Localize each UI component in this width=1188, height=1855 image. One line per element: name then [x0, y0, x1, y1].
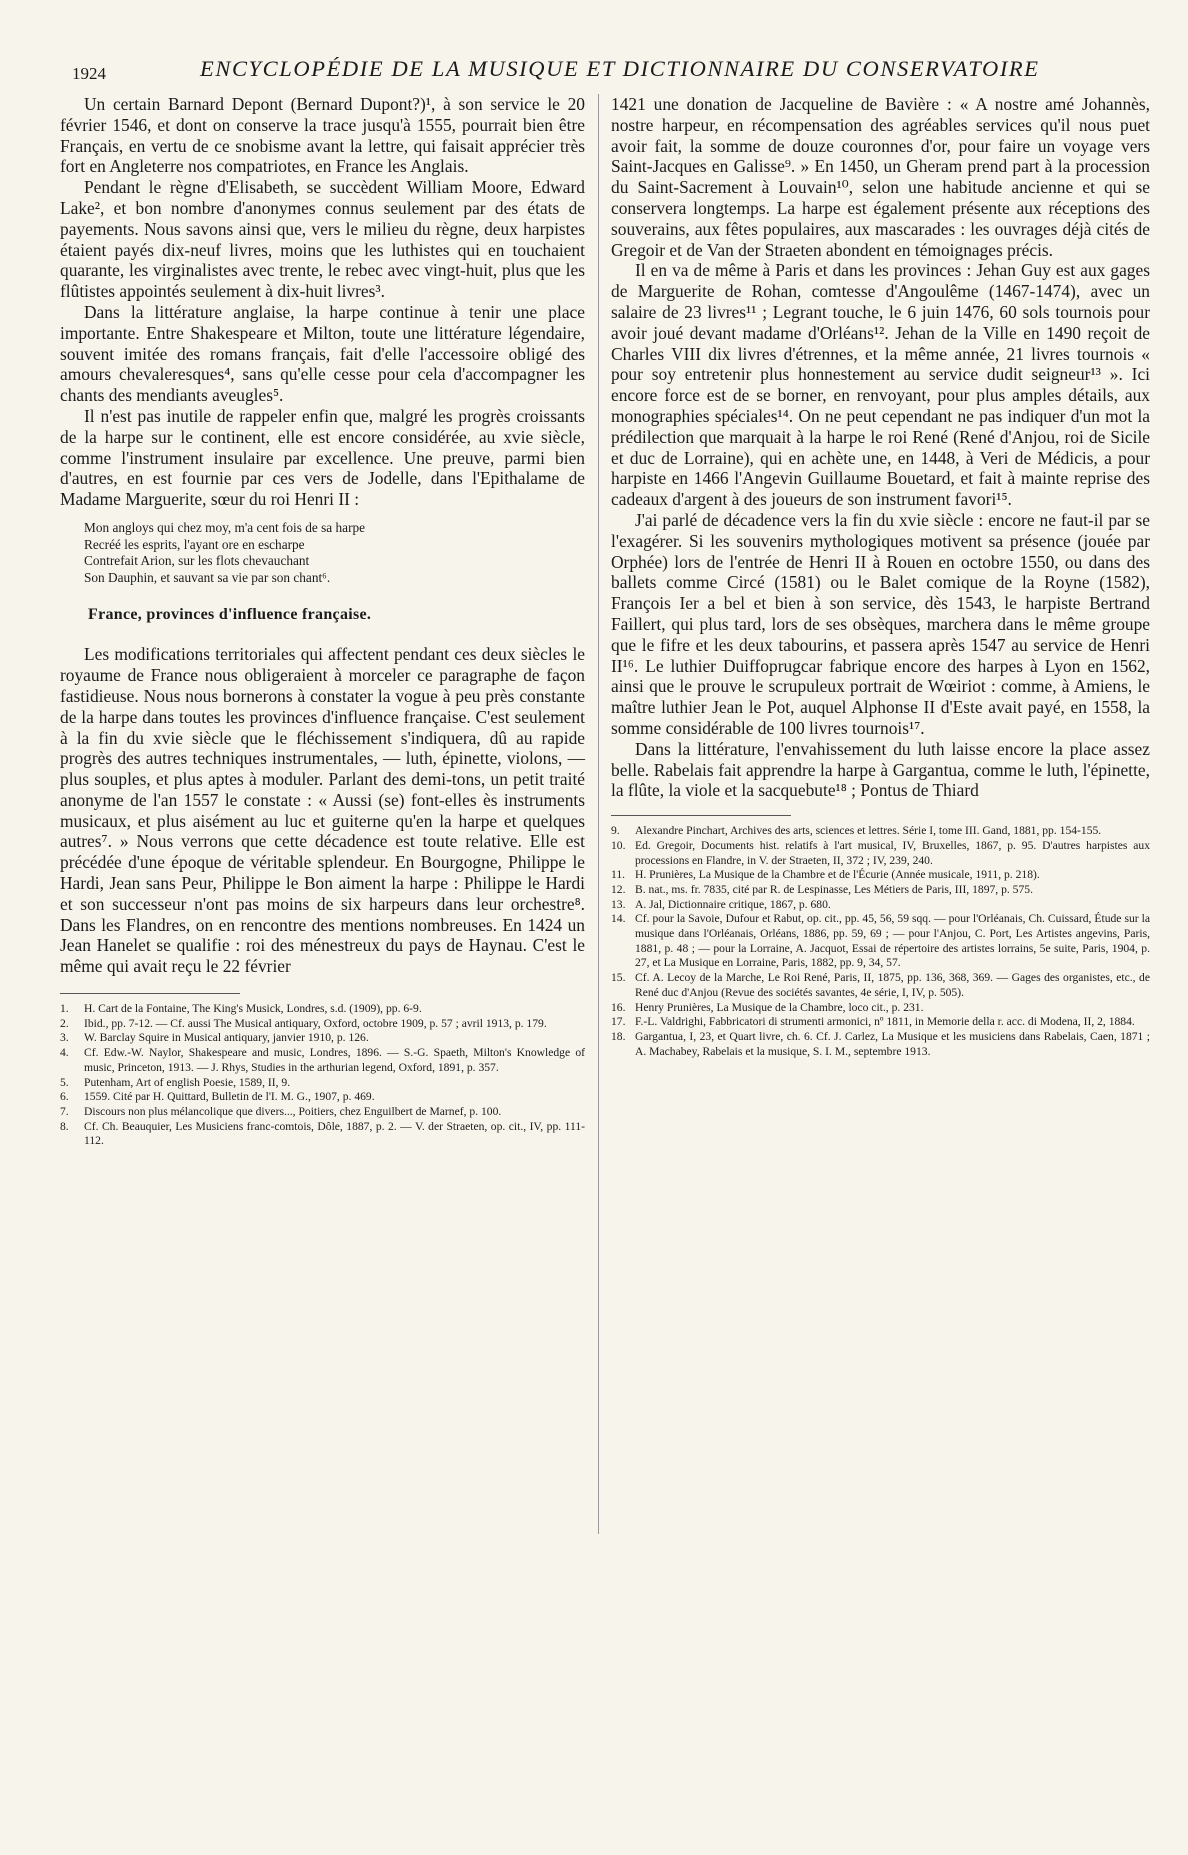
footnote-text: Henry Prunières, La Musique de la Chambre, loco cit., p. 231. [635, 1000, 924, 1014]
footnote-number: 11. [611, 868, 626, 882]
paragraph: 1421 une donation de Jacqueline de Bavière : « A nostre amé Johannès, nostre harpeur, en récompensation des agréables services qu'il nous puet avoir fait, la somme de douze couronnes d'or, pour faire un voyage vers Saint-Jacques en Galisse⁹. » En 1450, un Gheram prend part à la procession du Saint-Sacrement à Louvain¹⁰, selon une habitude ancienne et qui se conservera longtemps. La harpe est également présente aux réceptions des souverains, aux fêtes populaires, aux mascarades : les ouvrages déjà cités de Gregoir et de Van der Straeten abondent en témoignages précis. [611, 94, 1150, 260]
paragraph: Il n'est pas inutile de rappeler enfin que, malgré les progrès croissants de la harpe sur le continent, elle est encore considérée, au xvie siècle, comme l'instrument insulaire par excellence. Une preuve, parmi bien d'autres, en est fournie par ces vers de Jodelle, dans l'Epithalame de Madame Marguerite, sœur du roi Henri II : [60, 405, 585, 510]
paragraph: Un certain Barnard Depont (Bernard Dupont?)¹, à son service le 20 février 1546, et dont on conserve la trace jusqu'à 1555, pourrait bien être Français, en vertu de ce snobisme avant la lettre, qui faisait apprécier très fort en Angleterre nos compatriotes, en France les Anglais. [60, 94, 585, 177]
footnote [611, 1030, 1150, 1059]
footnote [611, 883, 1150, 898]
footnote-rule [611, 815, 791, 816]
footnote-number: 9. [611, 824, 620, 838]
footnote-number: 5. [60, 1075, 69, 1089]
paragraph: Pendant le règne d'Elisabeth, se succèdent William Moore, Edward Lake², et bon nombre d'anonymes connus seulement par des états de payements. Nous savons ainsi que, vers le milieu du règne, deux harpistes étaient payés dix-neuf livres, moins que les luthistes qui en touchaient quarante, les virginalistes avec trente, le rebec avec vingt-huit, plus que les flûtistes appointés seulement à dix-huit livres³. [60, 177, 585, 302]
verse-quote [84, 520, 585, 586]
footnote [60, 1120, 585, 1149]
footnote [60, 1105, 585, 1120]
footnote [611, 971, 1150, 1000]
footnote [611, 824, 1150, 839]
footnote [60, 1031, 585, 1046]
footnote-text: A. Jal, Dictionnaire critique, 1867, p. 680. [635, 897, 831, 911]
footnote-number: 16. [611, 1000, 626, 1014]
document-page [60, 48, 1150, 1838]
running-head: ENCYCLOPÉDIE DE LA MUSIQUE ET DICTIONNAIRE DU CONSERVATOIRE [200, 56, 1040, 81]
footnote-text: Cf. A. Lecoy de la Marche, Le Roi René, Paris, II, 1875, pp. 136, 368, 369. — Gages des organistes, etc., de René duc d'Anjou (Revue des sociétés savantes, 4e série, I, IV, p. 505). [635, 971, 1150, 999]
footnote-text: H. Prunières, La Musique de la Chambre et de l'Écurie (Année musicale, 1911, p. 218). [635, 868, 1040, 882]
paragraph: Dans la littérature anglaise, la harpe continue à tenir une place importante. Entre Shakespeare et Milton, toute une littérature légendaire, souvent imitée des romans français, fait d'elle l'accessoire obligé des amours chevaleresques⁴, sans qu'elle cesse pour cela d'accompagner les chants des mendiants aveugles⁵. [60, 301, 585, 406]
footnote-number: 2. [60, 1016, 69, 1030]
verse-line: Son Dauphin, et sauvant sa vie par son chant⁶. [84, 569, 331, 585]
footnote-text: B. nat., ms. fr. 7835, cité par R. de Lespinasse, Les Métiers de Paris, III, 1897, p. 575. [635, 882, 1033, 896]
footnote-text: Ed. Gregoir, Documents hist. relatifs à l'art musical, IV, Bruxelles, 1867, p. 95. D'autres harpistes aux processions en Flandre, in V. der Straeten, II, 372 ; IV, 239, 240. [635, 838, 1150, 867]
footnote-text: F.-L. Valdrighi, Fabbricatori di strumenti armonici, nº 1811, in Memorie della r. acc. di Modena, II, 2, 1884. [635, 1015, 1135, 1029]
footnote-text: Alexandre Pinchart, Archives des arts, sciences et lettres. Série I, tome III. Gand, 1881, pp. 154-155. [635, 824, 1102, 838]
right-column [611, 94, 1150, 1838]
paragraph: J'ai parlé de décadence vers la fin du xvie siècle : encore ne faut-il par se l'exagérer. Si les souvenirs mythologiques motivent sa présence (jouée par Orphée) lors de l'entrée de Henri II à Rouen en octobre 1550, ou dans des ballets comme Circé (1581) ou le Balet comique de la Royne (1582), François Ier a bel et bien à son service, dès 1543, le harpiste Bertrand Faillert, qui plus tard, lors de ses obsèques, marchera dans le même groupe que le fifre et les deux tabourins, et passera après 1547 au service de Henri II¹⁶. Le luthier Duiffoprugcar fabrique encore des harpes à Lyon en 1562, ainsi que le prouve le scrupuleux portrait de Wœiriot : comme, à Amiens, le maître luthier Jean le Pot, auquel Alphonse II d'Este avait payé, en 1558, la somme considérable de 100 livres tournois¹⁷. [611, 509, 1150, 738]
footnote-number: 8. [60, 1119, 69, 1133]
footnote [611, 912, 1150, 971]
verse-line: Recréé les esprits, l'ayant ore en escharpe [84, 536, 305, 552]
paragraph: Dans la littérature, l'envahissement du luth laisse encore la place assez belle. Rabelais fait apprendre la harpe à Gargantua, comme le luth, l'épinette, la flûte, la viole et la sacquebute¹⁸ ; Pontus de Thiard [611, 738, 1150, 801]
footnote-number: 10. [611, 838, 626, 852]
footnote-text: W. Barclay Squire in Musical antiquary, janvier 1910, p. 126. [84, 1031, 369, 1045]
column-divider [598, 94, 599, 1534]
footnote-number: 14. [611, 912, 626, 926]
footnote-text: Cf. Edw.-W. Naylor, Shakespeare and music, Londres, 1896. — S.-G. Spaeth, Milton's Knowledge of music, Princeton, 1913. — J. Rhys, Studies in the arthurian legend, Oxford, 1891, p. 357. [84, 1046, 585, 1074]
paragraph: Les modifications territoriales qui affectent pendant ces deux siècles le royaume de France nous obligeraient à morceler ce paragraphe de façon fastidieuse. Nous nous bornerons à constater la vogue à peu près constante de la harpe dans toutes les provinces d'influence française. C'est seulement à la fin du xvie siècle que le fléchissement s'indiquera, dû au rapide progrès des autres techniques instrumentales, — luth, épinette, violons, — plus souples, et plus aptes à moduler. Parlant des demi-tons, un petit traité anonyme de l'an 1557 le constate : « Aussi (se) font-elles ès instruments musicaux, et plus aisément au luc et guiterne qu'en la harpe et quelques autres⁷. » Nous verrons que cette décadence est toute relative. Elle est précédée d'une époque de véritable splendeur. En Bourgogne, Philippe le Hardi, Jean sans Peur, Philippe le Bon aiment la harpe : Philippe le Hardi et son successeur n'ont pas moins de six harpeurs dans leur orchestre⁸. Dans les Flandres, on en rencontre des mentions nombreuses. En 1424 un Jean Hanelet se qualifie : roi des ménestreux du pays de Haynau. C'est le même qui avait reçu le 22 février [60, 644, 585, 977]
footnote [60, 1090, 585, 1105]
footnote-text: Cf. Ch. Beauquier, Les Musiciens franc-comtois, Dôle, 1887, p. 2. — V. der Straeten, op. cit., IV, pp. 111-112. [84, 1119, 585, 1148]
footnote-number: 4. [60, 1046, 69, 1060]
footnote-text: Putenham, Art of english Poesie, 1589, II, 9. [84, 1075, 291, 1089]
footnote [611, 868, 1150, 883]
footnote-text: H. Cart de la Fontaine, The King's Musick, Londres, s.d. (1909), pp. 6-9. [84, 1002, 422, 1016]
footnote-number: 6. [60, 1090, 69, 1104]
page-number: 1924 [72, 64, 106, 83]
footnote-number: 12. [611, 882, 626, 896]
paragraph: Il en va de même à Paris et dans les provinces : Jehan Guy est aux gages de Marguerite de Rohan, comtesse d'Angoulême (1467-1474), avec un salaire de 23 livres¹¹ ; Legrant touche, le 6 juin 1476, 60 sols tournois pour avoir joué devant madame d'Orléans¹². Jehan de la Ville en 1490 reçoit de Charles VIII dix livres d'étrennes, et la même année, 21 livres tournois « pour soy entretenir plus honnestement au service dudit seigneur¹³ ». Ici encore force est de se borner, en renvoyant, pour plus amples détails, aux monographies spéciales¹⁴. On ne peut cependant ne pas indiquer d'un mot la prédilection que marquait à la harpe le roi René (René d'Anjou, roi de Sicile et duc de Lorraine), qui en achète une, en 1448, à Veri de Médicis, a pour harpiste en 1466 l'Angevin Guillaume Bouetard, et fait à mainte reprise des cadeaux d'argent à des joueurs de son instrument favori¹⁵. [611, 260, 1150, 510]
left-column [60, 94, 585, 1838]
footnotes-right [611, 824, 1150, 1059]
footnote [611, 1001, 1150, 1016]
page-header [60, 48, 1150, 84]
footnote [60, 1046, 585, 1075]
footnote-text: Cf. pour la Savoie, Dufour et Rabut, op. cit., pp. 45, 56, 59 sqq. — pour l'Orléanais, Ch. Cuissard, Étude sur la musique dans l'Orléanais, Orléans, 1886, pp. 59, 69 ; — pour l'Anjou, C. Port, Les Artistes angevins, Paris, 1881, p. 48 ; — pour la Lorraine, A. Jacquot, Essai de répertoire des artistes lorrains, 5e suite, Paris, 1904, p. 27, et La Musique en Lorraine, Paris, 1882, pp. 9, 34, 57. [635, 912, 1150, 970]
footnote-text: Gargantua, I, 23, et Quart livre, ch. 6. Cf. J. Carlez, La Musique et les musiciens dans Rabelais, Caen, 1871 ; A. Machabey, Rabelais et la musique, S. I. M., septembre 1913. [635, 1029, 1150, 1058]
verse-line: Contrefait Arion, sur les flots chevauchant [84, 553, 310, 569]
footnote [60, 1017, 585, 1032]
footnote [60, 1076, 585, 1091]
verse-line: Mon angloys qui chez moy, m'a cent fois de sa harpe [84, 519, 366, 535]
footnote [611, 898, 1150, 913]
footnote-number: 13. [611, 897, 626, 911]
footnote [60, 1002, 585, 1017]
footnote-number: 18. [611, 1029, 626, 1043]
footnote-text: Discours non plus mélancolique que divers..., Poitiers, chez Enguilbert de Marnef, p. 100. [84, 1104, 502, 1118]
footnote-number: 7. [60, 1104, 69, 1118]
footnote-number: 15. [611, 971, 626, 985]
section-heading: France, provinces d'influence française. [88, 606, 372, 624]
footnote-rule [60, 993, 240, 994]
footnote-text: 1559. Cité par H. Quittard, Bulletin de l'I. M. G., 1907, p. 469. [84, 1090, 375, 1104]
two-column-body [60, 94, 1150, 1838]
footnote-number: 1. [60, 1002, 69, 1016]
footnote-text: Ibid., pp. 7-12. — Cf. aussi The Musical antiquary, Oxford, octobre 1909, p. 57 ; avril 1913, p. 179. [84, 1016, 547, 1030]
footnote-number: 17. [611, 1015, 626, 1029]
footnotes-left [60, 1002, 585, 1149]
footnote-number: 3. [60, 1031, 69, 1045]
footnote [611, 839, 1150, 868]
footnote [611, 1015, 1150, 1030]
